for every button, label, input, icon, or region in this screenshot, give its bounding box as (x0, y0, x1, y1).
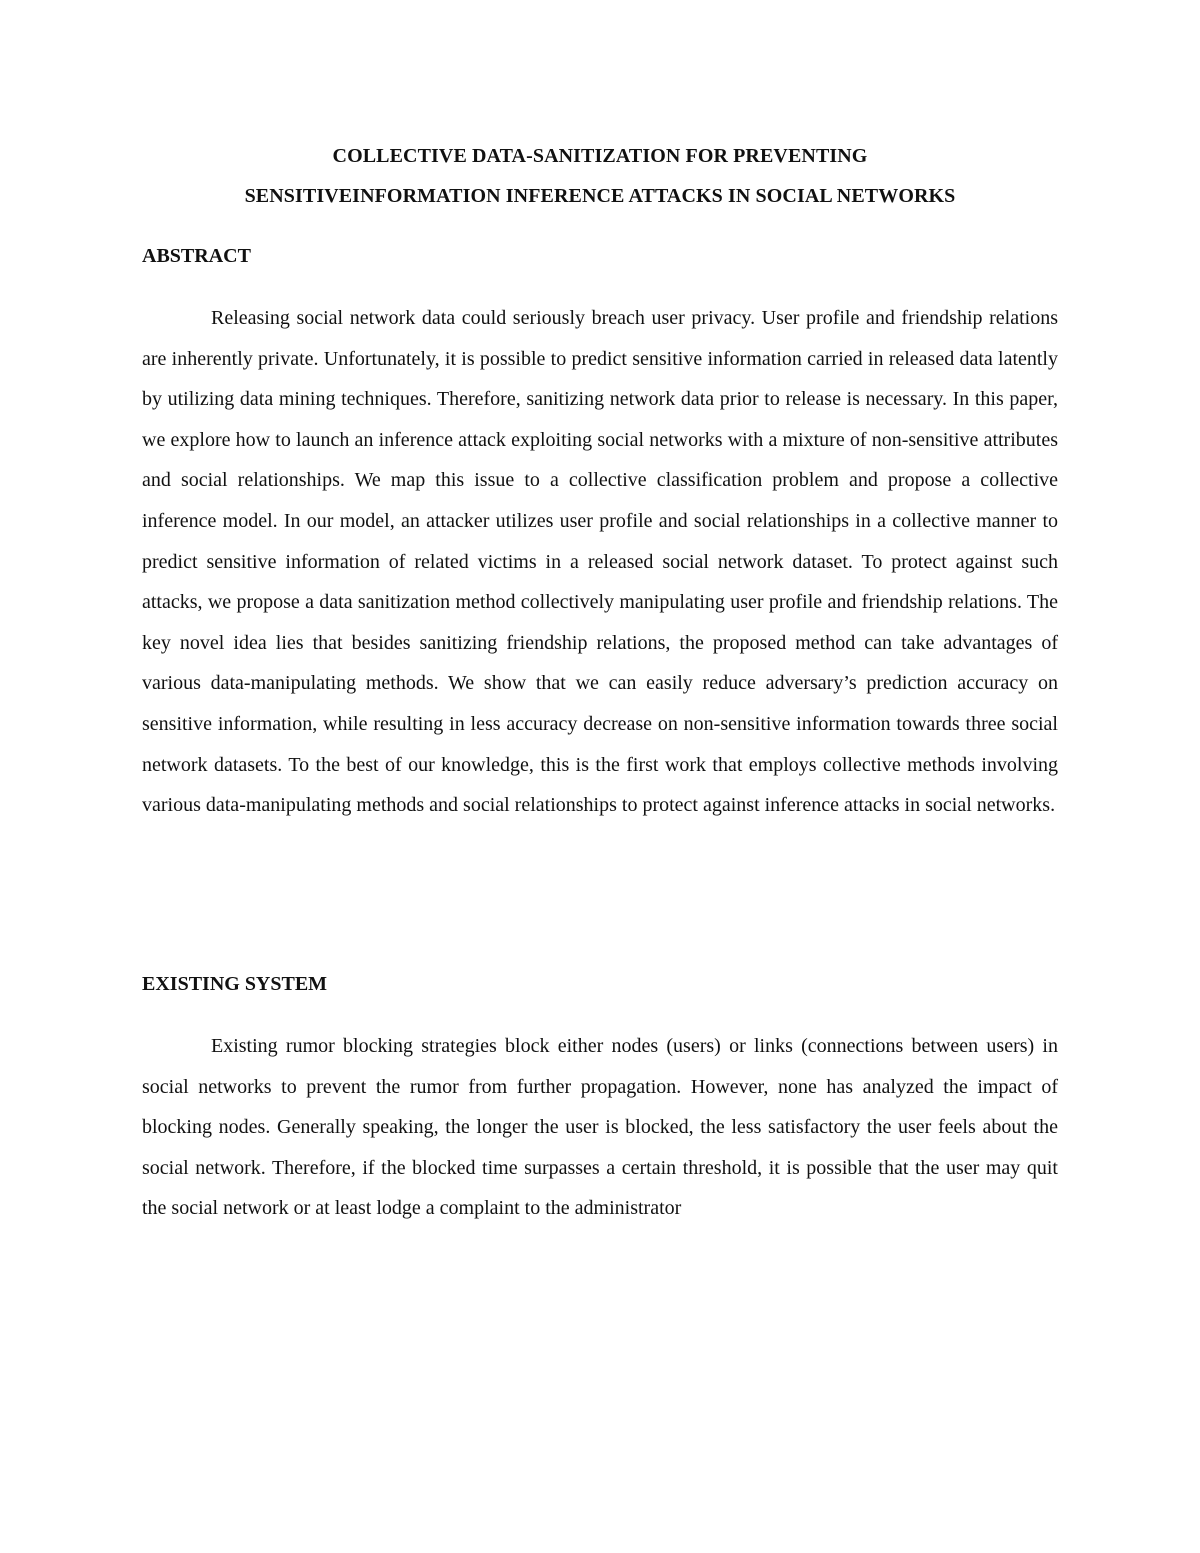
existing-system-heading: EXISTING SYSTEM (142, 973, 328, 995)
abstract-heading: ABSTRACT (142, 245, 251, 267)
existing-system-paragraph: Existing rumor blocking strategies block either nodes (users) or links (connections between users) in social networks to prevent the rumor from further propagation. However, none has analyzed the impact of blocking nodes. Generally speaking, the longer the user is blocked, the less satisfactory the user feels about the social network. Therefore, if the blocked time surpasses a certain threshold, it is possible that the user may quit the social network or at least lodge a complaint to the administrator (142, 1035, 1058, 1220)
abstract-paragraph: Releasing social network data could seriously breach user privacy. User profile and friendship relations are inherently private. Unfortunately, it is possible to predict sensitive information carried in released data latently by utilizing data mining techniques. Therefore, sanitizing network data prior to release is necessary. In this paper, we explore how to launch an inference attack exploiting social networks with a mixture of non-sensitive attributes and social relationships. We map this issue to a collective classification problem and propose a collective inference model. In our model, an attacker utilizes user profile and social relationships in a collective manner to predict sensitive information of related victims in a released social network dataset. To protect against such attacks, we propose a data sanitization method collectively manipulating user profile and friendship relations. The key novel idea lies that besides sanitizing friendship relations, the proposed method can take advantages of various data-manipulating methods. We show that we can easily reduce adversary’s prediction accuracy on sensitive information, while resulting in less accuracy decrease on non-sensitive information towards three social network datasets. To the best of our knowledge, this is the first work that employs collective methods involving various data-manipulating methods and social relationships to protect against inference attacks in social networks. (142, 307, 1058, 817)
document-title-line-2: SENSITIVEINFORMATION INFERENCE ATTACKS IN SOCIAL NETWORKS (244, 185, 956, 207)
document-title-line-1: COLLECTIVE DATA-SANITIZATION FOR PREVENTING (332, 145, 868, 167)
